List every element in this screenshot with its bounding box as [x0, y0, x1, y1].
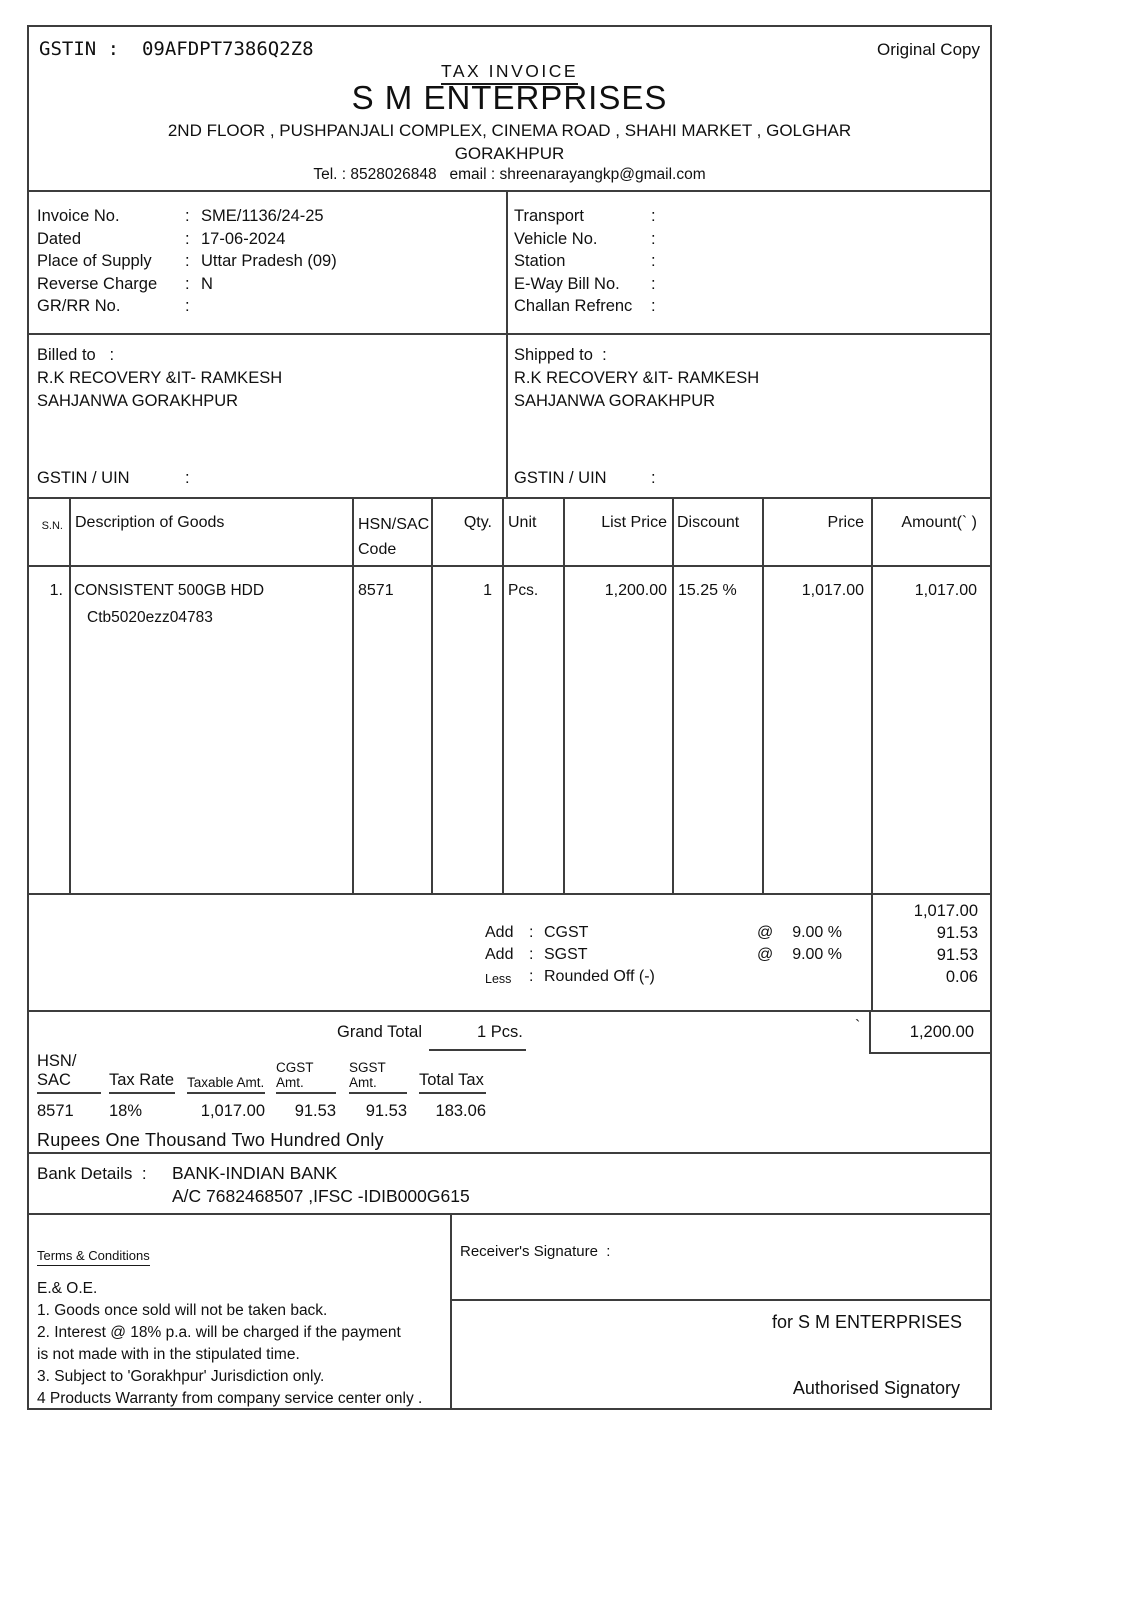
col-header-list-price: List Price — [601, 514, 667, 531]
col-header-price: Price — [827, 514, 864, 531]
col-header-amount: Amount(` ) — [901, 514, 977, 531]
column-divider — [502, 499, 504, 565]
col-header-hsn — [358, 512, 429, 562]
meta-row-transport — [514, 205, 990, 228]
tax-summary-header-taxable — [187, 1070, 265, 1094]
tax-summary-header-sgst — [349, 1060, 407, 1094]
totals-tax-name: CGST — [544, 924, 589, 941]
item-row-amount: 1,017.00 — [914, 582, 977, 599]
meta-label: Invoice No. — [37, 207, 120, 225]
col-header-hsn-line1: HSN/SAC — [358, 516, 430, 533]
shipped-to-address: SAHJANWA GORAKHPUR — [514, 391, 716, 410]
colon: : — [651, 297, 656, 315]
col-header-description: Description of Goods — [75, 514, 225, 531]
tax-summary-rate-value: 18% — [109, 1102, 143, 1120]
meta-row-invoice-no — [37, 205, 506, 228]
header-text: CGST Amt. — [276, 1060, 314, 1090]
meta-label: Transport — [514, 207, 584, 225]
shipped-to-box — [506, 335, 990, 497]
terms-divider — [450, 1215, 452, 1408]
meta-row-place-of-supply — [37, 250, 506, 273]
terms-conditions-box — [37, 1247, 442, 1410]
totals-row-cgst — [29, 924, 990, 946]
col-header-hsn-line2: Code — [358, 541, 397, 558]
meta-row-vehicle-no — [514, 228, 990, 251]
billed-to-address: SAHJANWA GORAKHPUR — [37, 391, 239, 410]
at-sign: @ — [757, 924, 774, 941]
grand-total-amount-text: 1,200.00 — [909, 1022, 974, 1041]
tax-amount: 91.53 — [936, 924, 978, 942]
currency-mark: ` — [855, 1018, 861, 1035]
for-company-label: for S M ENTERPRISES — [771, 1312, 962, 1332]
column-divider — [502, 567, 504, 893]
column-divider — [762, 567, 764, 893]
tax-rate: 9.00 % — [792, 924, 842, 941]
grand-total-amount — [869, 1012, 990, 1054]
meta-row-challan — [514, 295, 990, 318]
colon: : — [529, 924, 534, 941]
column-divider — [672, 499, 674, 565]
terms-item: 4 Products Warranty from company service center only . — [37, 1390, 423, 1407]
item-row-description: CONSISTENT 500GB HDD — [74, 582, 265, 599]
at-sign: @ — [757, 946, 774, 963]
tax-summary-cgst-value: 91.53 — [294, 1102, 336, 1120]
header-text: SGST Amt. — [349, 1060, 386, 1090]
meta-label: Dated — [37, 229, 82, 248]
meta-label: GR/RR No. — [37, 297, 121, 315]
tax-rate: 9.00 % — [792, 946, 842, 963]
item-row-qty: 1 — [483, 582, 492, 599]
meta-label: Reverse Charge — [37, 274, 158, 293]
invoice-meta-right — [506, 192, 990, 333]
tax-summary-header-cgst — [276, 1060, 336, 1094]
gstin-uin-label: GSTIN / UIN — [514, 469, 607, 487]
terms-item: is not made with in the stipulated time. — [37, 1346, 300, 1363]
colon: : — [185, 252, 190, 270]
seller-gstin: GSTIN : 09AFDPT7386Q2Z8 — [39, 38, 314, 60]
col-header-discount: Discount — [677, 514, 740, 531]
meta-row-dated — [37, 228, 506, 251]
invoice-date-value: 17-06-2024 — [201, 229, 286, 248]
billed-to-box — [29, 335, 506, 497]
colon: : — [185, 274, 190, 293]
authorised-signatory-label: Authorised Signatory — [792, 1378, 960, 1398]
column-divider — [563, 567, 565, 893]
bank-details-section — [29, 1152, 990, 1215]
column-divider — [672, 567, 674, 893]
document-title-text: TAX INVOICE — [441, 61, 578, 85]
item-row-discount: 15.25 % — [678, 582, 737, 599]
totals-section — [29, 895, 990, 1012]
qty-underline — [429, 1049, 526, 1051]
tax-summary-section — [29, 1054, 990, 1152]
meta-label: Challan Refrenc — [514, 297, 633, 315]
tax-amount: 0.06 — [945, 968, 978, 986]
terms-item: 1. Goods once sold will not be taken back. — [37, 1302, 328, 1319]
meta-row-reverse-charge — [37, 273, 506, 296]
tax-summary-header-hsn — [37, 1052, 101, 1094]
totals-op: Less — [485, 972, 512, 986]
totals-row-rounded-off — [29, 968, 990, 990]
grand-total-qty: 1 Pcs. — [477, 1023, 523, 1041]
shipped-to-title: Shipped to : — [514, 346, 607, 364]
col-header-unit: Unit — [508, 514, 537, 531]
subtotal-amount: 1,017.00 — [913, 902, 978, 920]
signature-box-divider — [450, 1299, 990, 1301]
colon: : — [185, 297, 190, 315]
totals-op: Add — [485, 946, 514, 963]
header-text: Taxable Amt. — [187, 1075, 265, 1090]
items-table-body — [29, 567, 990, 895]
place-of-supply-value: Uttar Pradesh (09) — [201, 252, 337, 270]
gstin-uin-label: GSTIN / UIN — [37, 469, 130, 487]
billed-gstin-row — [29, 469, 201, 488]
colon: : — [529, 968, 534, 985]
header-text: HSN/ SAC — [37, 1052, 77, 1089]
item-row-sn: 1. — [49, 582, 63, 599]
colon: : — [651, 274, 656, 293]
bank-name: BANK-INDIAN BANK — [172, 1163, 338, 1183]
bank-account-ifsc: A/C 7682468507 ,IFSC -IDIB000G615 — [172, 1186, 470, 1206]
tax-amount: 91.53 — [936, 946, 978, 964]
totals-tax-name: SGST — [544, 946, 588, 963]
tax-summary-taxable-value: 1,017.00 — [200, 1102, 265, 1120]
colon: : — [185, 229, 190, 248]
column-divider — [352, 499, 354, 565]
colon: : — [651, 469, 656, 487]
meta-label: Place of Supply — [37, 252, 152, 270]
parties-section — [29, 335, 990, 499]
meta-row-grrr-no — [37, 295, 506, 318]
item-row-serial: Ctb5020ezz04783 — [87, 609, 213, 626]
item-row-unit: Pcs. — [508, 582, 539, 599]
terms-item: 2. Interest @ 18% p.a. will be charged if the payment — [37, 1324, 401, 1341]
items-table-header — [29, 499, 990, 567]
reverse-charge-value: N — [201, 274, 213, 293]
meta-label: Vehicle No. — [514, 229, 598, 248]
header-text: Tax Rate — [109, 1071, 175, 1089]
colon: : — [529, 946, 534, 963]
colon: : — [651, 252, 656, 270]
tax-summary-total-tax-value: 183.06 — [435, 1102, 486, 1120]
invoice-header — [29, 27, 990, 192]
colon: : — [651, 229, 656, 248]
col-header-sn: S.N. — [41, 520, 63, 532]
terms-signature-section — [29, 1215, 990, 1408]
amount-in-words: Rupees One Thousand Two Hundred Only — [37, 1130, 384, 1150]
item-row-list-price: 1,200.00 — [604, 582, 667, 599]
terms-eoe: E.& O.E. — [37, 1280, 98, 1297]
item-row-price: 1,017.00 — [801, 582, 864, 599]
meta-label: E-Way Bill No. — [514, 274, 620, 293]
tax-summary-hsn-value: 8571 — [37, 1102, 74, 1120]
colon: : — [651, 207, 656, 225]
tax-summary-header-rate — [109, 1070, 175, 1094]
copy-type-label: Original Copy — [877, 40, 980, 59]
grand-total-row — [29, 1012, 990, 1054]
shipped-to-name: R.K RECOVERY &IT- RAMKESH — [514, 369, 760, 387]
totals-op: Add — [485, 924, 514, 941]
column-divider — [69, 567, 71, 893]
colon: : — [185, 207, 190, 225]
receiver-signature-label: Receiver's Signature : — [460, 1243, 611, 1260]
column-divider — [431, 567, 433, 893]
bank-details-label: Bank Details : — [37, 1164, 147, 1183]
column-divider — [352, 567, 354, 893]
company-address-line2: GORAKHPUR — [454, 144, 565, 163]
meta-row-eway-bill — [514, 273, 990, 296]
invoice-number-value: SME/1136/24-25 — [201, 207, 324, 225]
item-row-hsn: 8571 — [358, 582, 394, 599]
meta-label: Station — [514, 252, 566, 270]
company-address-line1: 2ND FLOOR , PUSHPANJALI COMPLEX, CINEMA ROAD , SHAHI MARKET , GOLGHAR — [167, 121, 852, 140]
totals-row-sgst — [29, 946, 990, 968]
terms-item: 3. Subject to 'Gorakhpur' Jurisdiction only. — [37, 1368, 325, 1385]
invoice-meta-section — [29, 192, 990, 335]
invoice-meta-left — [29, 192, 506, 333]
column-divider — [871, 567, 873, 893]
header-text: Total Tax — [419, 1071, 484, 1089]
tax-summary-sgst-value: 91.53 — [365, 1102, 407, 1120]
column-divider — [69, 499, 71, 565]
terms-heading: Terms & Conditions — [37, 1248, 150, 1266]
shipped-gstin-row — [508, 469, 667, 488]
company-name: S M ENTERPRISES — [351, 79, 668, 116]
company-contact: Tel. : 8528026848 email : shreenarayangkp@gmail.com — [313, 166, 706, 183]
billed-to-title: Billed to : — [37, 346, 115, 364]
invoice-page — [27, 25, 992, 1410]
tax-summary-header-total — [419, 1070, 486, 1094]
col-header-qty: Qty. — [463, 514, 492, 531]
billed-to-name: R.K RECOVERY &IT- RAMKESH — [37, 369, 283, 387]
grand-total-label: Grand Total — [337, 1023, 422, 1041]
totals-tax-name: Rounded Off (-) — [544, 968, 655, 985]
meta-row-station — [514, 250, 990, 273]
colon: : — [185, 469, 190, 487]
